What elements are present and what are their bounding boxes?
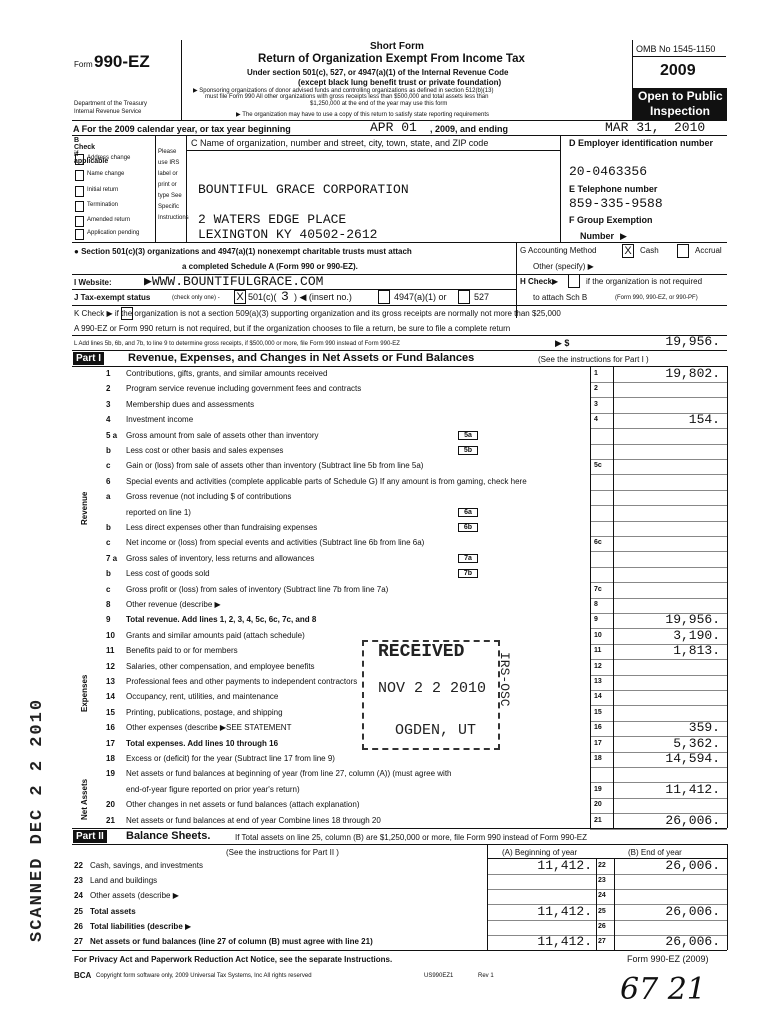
except-line: (except black lung benefit trust or private foundation) [298, 78, 502, 87]
part2-see: (See the instructions for Part II ) [226, 848, 339, 857]
part1-line-number: 16 [106, 723, 115, 732]
part2-line-code: 25 [598, 908, 606, 915]
part1-line-number: 3 [106, 400, 111, 409]
sponsoring-line1: ▶ Sponsoring organizations of donor advised funds and controlling organizations as defined in section 512(b)(13) [193, 88, 494, 94]
part1-line-text: Special events and activities (complete applicable parts of Schedule G) If any amount is from gaming, check here [126, 477, 527, 486]
footer-form-year: Form 990-EZ (2009) [627, 954, 709, 964]
part1-line-number: b [106, 523, 111, 532]
line-a-begin[interactable]: APR 01 [370, 120, 417, 135]
part1-line-code: 5c [594, 462, 602, 469]
part2-col-b: (B) End of year [628, 848, 682, 857]
b-checkbox[interactable] [75, 216, 84, 227]
f-label-number: Number [580, 231, 615, 241]
part1-line-code: 2 [594, 385, 598, 392]
part2-line-text: Total assets [90, 907, 136, 916]
part2-col-a-value[interactable]: 11,412. [537, 904, 592, 919]
part1-line-number: 13 [106, 677, 115, 686]
part1-line-code: 8 [594, 601, 598, 608]
k-checkbox[interactable] [121, 307, 133, 320]
part1-line-amount[interactable]: 1,813. [673, 643, 720, 658]
org-name[interactable]: BOUNTIFUL GRACE CORPORATION [198, 182, 409, 197]
part1-line-code: 21 [594, 817, 602, 824]
part1-line-amount[interactable]: 154. [688, 412, 720, 427]
b-checkbox[interactable] [75, 201, 84, 212]
part1-line-text: Occupancy, rent, utilities, and maintenance [126, 692, 279, 701]
part1-line-amount[interactable]: 19,956. [665, 612, 720, 627]
part1-line-number: a [106, 492, 111, 501]
part1-sub-cell: 7b [458, 569, 478, 578]
b-checkbox[interactable] [75, 186, 84, 197]
cash-label: Cash [640, 246, 659, 255]
e-label: E Telephone number [569, 184, 658, 194]
part1-line-text: reported on line 1) [126, 508, 191, 517]
part2-col-a-value[interactable]: 11,412. [537, 858, 592, 873]
side-revenue: Revenue [80, 491, 89, 525]
part1-tag: Part I [73, 352, 104, 365]
line-l-value[interactable]: 19,956. [665, 334, 720, 349]
line-k: K Check ▶ if the organization is not a section 509(a)(3) supporting organization and its gross receipts are normally not more than $25,000 [74, 309, 561, 318]
form-title: Return of Organization Exempt From Income Tax [258, 53, 525, 65]
received-stamp-ogden: OGDEN, UT [395, 722, 477, 739]
part1-line-text: Other revenue (describe ▶ [126, 600, 221, 609]
scanned-stamp: SCANNED DEC 2 2 2010 [28, 697, 47, 942]
part1-line-text: Professional fees and other payments to independent contractors [126, 677, 358, 686]
part2-line-code: 27 [598, 938, 606, 945]
j-label: J Tax-exempt status [74, 293, 151, 302]
part2-line-code: 23 [598, 877, 606, 884]
part1-line-amount[interactable]: 359. [688, 720, 720, 735]
part1-line-text: Net income or (loss) from special events and activities (Subtract line 6b from line 6a) [126, 538, 425, 547]
j-opt1b: ) ◀ (insert no.) [294, 292, 352, 302]
part1-line-text: Other changes in net assets or fund balances (attach explanation) [126, 800, 360, 809]
part1-line-number: 18 [106, 754, 115, 763]
part1-line-code: 20 [594, 801, 602, 808]
part1-line-text: Salaries, other compensation, and employee benefits [126, 662, 315, 671]
open-to-public: Open to Public [638, 89, 723, 103]
part1-line-text: Less cost or other basis and sales expenses [126, 446, 284, 455]
check-if-applicable: B Check if applicable [74, 137, 109, 165]
part1-line-number: c [106, 461, 111, 470]
part1-line-code: 15 [594, 709, 602, 716]
part1-line-text: Excess or (deficit) for the year (Subtract line 17 from line 9) [126, 754, 335, 763]
part1-line-number: 6 [106, 477, 111, 486]
part1-line-text: Gross amount from sale of assets other than inventory [126, 431, 319, 440]
c-label: C Name of organization, number and street, city, town, state, and ZIP code [191, 138, 489, 148]
dept-line2: Internal Revenue Service [74, 109, 142, 115]
part1-title: Revenue, Expenses, and Changes in Net Assets or Fund Balances [128, 352, 475, 364]
j-527-checkbox[interactable] [458, 290, 470, 304]
part1-line-text: Less cost of goods sold [126, 569, 210, 578]
part1-line-number: 9 [106, 615, 111, 624]
part1-line-number: 11 [106, 646, 115, 655]
part1-line-number: 17 [106, 739, 115, 748]
part1-line-text: Printing, publications, postage, and shipping [126, 708, 283, 717]
part1-line-number: 12 [106, 662, 115, 671]
j-small: (check only one) - [172, 295, 220, 301]
line-l-arrow: ▶ $ [555, 338, 570, 348]
b-checkbox-label: Address change [87, 155, 131, 161]
handwritten-number: 67 21 [620, 972, 706, 1007]
part2-title: Balance Sheets. [126, 830, 211, 842]
sec501-text1: ● Section 501(c)(3) organizations and 4947(a)(1) nonexempt charitable trusts must attach [74, 247, 412, 256]
part1-line-number: b [106, 569, 111, 578]
part1-line-text: Other expenses (describe ▶SEE STATEMENT [126, 723, 292, 732]
b-checkbox-label: Termination [87, 202, 119, 208]
g-label: G Accounting Method [520, 246, 597, 255]
j-opt3: 527 [474, 292, 490, 302]
part1-line-number: b [106, 446, 111, 455]
part2-line-number: 23 [74, 876, 83, 885]
short-form: Short Form [370, 41, 424, 52]
part1-line-text: Net assets or fund balances at beginning of year (from line 27, column (A)) (must agree with [126, 769, 452, 778]
part2-line-text: Total liabilities (describe ▶ [90, 922, 192, 931]
part1-line-number: 8 [106, 600, 111, 609]
part2-line-number: 25 [74, 907, 83, 916]
footer-code: US990EZ1 [424, 973, 454, 979]
ein-value[interactable]: 20-0463356 [569, 164, 648, 179]
part2-line-code: 24 [598, 892, 606, 899]
part1-line-number: 14 [106, 692, 115, 701]
part2-col-a-value[interactable]: 11,412. [537, 934, 592, 949]
part1-line-text: Less direct expenses other than fundraising expenses [126, 523, 318, 532]
side-expenses: Expenses [80, 674, 89, 712]
part1-line-number: 5 a [106, 431, 118, 440]
j-opt2: 4947(a)(1) or [394, 292, 447, 302]
part1-line-number: 10 [106, 631, 115, 640]
part1-line-text: Total expenses. Add lines 10 through 16 [126, 739, 279, 748]
website-value[interactable]: ▶WWW.BOUNTIFULGRACE.COM [144, 274, 324, 289]
dept-line1: Department of the Treasury [74, 101, 148, 107]
b-checkbox-label: Amended return [87, 217, 131, 223]
part1-line-number: 15 [106, 708, 115, 717]
inspection: Inspection [650, 104, 711, 118]
line-k2: A 990-EZ or Form 990 return is not required, but if the organization chooses to file a return, be sure to file a complete return [74, 324, 511, 333]
footer-bca: BCA [74, 971, 92, 980]
part1-line-text: Program service revenue including government fees and contracts [126, 384, 362, 393]
part1-line-amount[interactable]: 14,594. [665, 751, 720, 766]
part1-line-code: 19 [594, 786, 602, 793]
b-checkbox[interactable] [75, 170, 84, 181]
d-label: D Employer identification number [569, 138, 714, 148]
part1-line-number: 20 [106, 800, 115, 809]
part1-instr: (See the instructions for Part I ) [538, 355, 649, 364]
org-city[interactable]: LEXINGTON KY 40502-2612 [198, 227, 378, 242]
line-a-label: A For the 2009 calendar year, or tax year beginning [73, 124, 291, 134]
footer-rev: Rev 1 [478, 973, 494, 979]
received-stamp-text: RECEIVED [378, 642, 465, 662]
f-arrow: ▶ [620, 231, 627, 241]
part2-line-number: 27 [74, 937, 83, 946]
part1-line-code: 11 [594, 647, 602, 654]
part1-sub-cell: 5b [458, 446, 478, 455]
j-501c-checkbox[interactable]: X [234, 290, 246, 304]
part1-sub-cell: 5a [458, 431, 478, 440]
part2-line-text: Net assets or fund balances (line 27 of column (B) must agree with line 21) [90, 937, 373, 946]
f-label: F Group Exemption [569, 215, 653, 225]
part1-line-text: end-of-year figure reported on prior year's return) [126, 785, 300, 794]
part2-col-a: (A) Beginning of year [502, 848, 578, 857]
part1-line-code: 3 [594, 401, 598, 408]
part1-line-code: 4 [594, 416, 598, 423]
footer-copyright: Copyright form software only, 2009 Universal Tax Systems, Inc All rights reserved [96, 973, 312, 979]
part1-line-code: 18 [594, 755, 602, 762]
b-checkbox-label: Name change [87, 171, 125, 177]
j-num[interactable]: 3 [281, 289, 289, 304]
accrual-label: Accrual [695, 246, 722, 255]
part2-line-code: 22 [598, 862, 606, 869]
part1-line-amount[interactable]: 5,362. [673, 736, 720, 751]
part1-line-amount[interactable]: 19,802. [665, 366, 720, 381]
part1-line-number: 4 [106, 415, 111, 424]
part1-line-code: 12 [594, 663, 602, 670]
accrual-checkbox[interactable] [677, 244, 689, 258]
tax-year: 2009 [660, 62, 696, 79]
part2-line-number: 22 [74, 861, 83, 870]
h-text4: (Form 990, 990-EZ, or 990-PF) [615, 295, 698, 301]
part1-line-code: 6c [594, 539, 602, 546]
form-number: 990-EZ [94, 52, 150, 71]
part1-line-text: Investment income [126, 415, 194, 424]
part1-line-code: 9 [594, 616, 598, 623]
part1-line-number: c [106, 538, 111, 547]
part1-line-code: 13 [594, 678, 602, 685]
sponsoring-line2: must file Form 990 All other organizations with gross receipts less than $500,000 and total assets less than [205, 94, 489, 100]
part2-line-number: 24 [74, 891, 83, 900]
part1-line-code: 17 [594, 740, 602, 747]
h-text2: if the organization is not required [586, 277, 703, 286]
part1-line-text: Benefits paid to or for members [126, 646, 238, 655]
sec501-text2: a completed Schedule A (Form 990 or 990-EZ). [182, 262, 358, 271]
part1-line-text: Gain or (loss) from sale of assets other than inventory (Subtract line 5b from line 5a) [126, 461, 424, 470]
line-a-mid: , 2009, and ending [430, 124, 509, 134]
part1-line-text: Membership dues and assessments [126, 400, 255, 409]
part1-line-number: 21 [106, 816, 115, 825]
part1-line-text: Gross sales of inventory, less returns and allowances [126, 554, 315, 563]
j-4947-checkbox[interactable] [378, 290, 390, 304]
line-a-end[interactable]: MAR 31, [605, 120, 660, 135]
part2-note: If Total assets on line 25, column (B) are $1,250,000 or more, file Form 990 instead of Form 990-EZ [235, 833, 588, 842]
part1-line-text: Gross revenue (not including $ of contributions [126, 492, 292, 501]
part1-line-text: Total revenue. Add lines 1, 2, 3, 4, 5c, 6c, 7c, and 8 [126, 615, 317, 624]
part1-line-text: Grants and similar amounts paid (attach schedule) [126, 631, 305, 640]
part2-line-code: 26 [598, 923, 606, 930]
footer-privacy: For Privacy Act and Paperwork Reduction Act Notice, see the separate Instructions. [74, 955, 393, 964]
use-irs-label: Please use IRS label or print or type See Specific Instructions [158, 149, 189, 221]
part1-line-amount[interactable]: 26,006. [665, 813, 720, 828]
other-specify: Other (specify) ▶ [533, 262, 594, 271]
j-opt1: 501(c)( [248, 292, 277, 302]
part2-line-number: 26 [74, 922, 83, 931]
part1-line-code: 7c [594, 586, 602, 593]
part1-line-number: 2 [106, 384, 111, 393]
h-text3: to attach Sch B [533, 293, 588, 302]
phone-value[interactable]: 859-335-9588 [569, 196, 663, 211]
b-checkbox[interactable] [75, 229, 84, 240]
part1-line-code: 10 [594, 632, 602, 639]
part1-line-code: 1 [594, 370, 598, 377]
b-checkbox[interactable] [75, 154, 84, 165]
part1-line-number: c [106, 585, 111, 594]
received-stamp-date: NOV 2 2 2010 [378, 680, 487, 697]
part1-line-text: Net assets or fund balances at end of year Combine lines 18 through 20 [126, 816, 381, 825]
b-checkbox-label: Application pending [87, 230, 140, 236]
cash-checkbox[interactable]: X [622, 244, 634, 258]
org-street[interactable]: 2 WATERS EDGE PLACE [198, 212, 347, 227]
part1-sub-cell: 6b [458, 523, 478, 532]
under-section: Under section 501(c), 527, or 4947(a)(1) of the Internal Revenue Code [247, 68, 509, 77]
part1-sub-cell: 6a [458, 508, 478, 517]
part1-line-amount[interactable]: 3,190. [673, 628, 720, 643]
h-check: H Check▶ [520, 277, 559, 286]
part2-line-text: Other assets (describe ▶ [90, 891, 179, 900]
part1-line-text: Contributions, gifts, grants, and similar amounts received [126, 369, 328, 378]
omb-number: OMB No 1545-1150 [636, 44, 716, 54]
part2-col-b-value[interactable]: 26,006. [665, 934, 720, 949]
line-l: L Add lines 5b, 6b, and 7b, to line 9 to determine gross receipts, if $500,000 or more, file Form 990 instead of Form 990-EZ [74, 341, 400, 347]
part1-line-amount[interactable]: 11,412. [665, 782, 720, 797]
part2-line-text: Cash, savings, and investments [90, 861, 203, 870]
part1-line-code: 16 [594, 724, 602, 731]
form-label: Form [74, 60, 93, 69]
part1-line-number: 1 [106, 369, 111, 378]
b-checkbox-label: Initial return [87, 187, 119, 193]
copy-note: ▶ The organization may have to use a copy of this return to satisfy state reporting requirements [236, 112, 489, 118]
line-a-end-year[interactable]: 2010 [674, 120, 706, 135]
h-checkbox[interactable] [568, 274, 580, 288]
received-stamp-irs: IRS-OSC [497, 652, 512, 707]
part2-col-b-value[interactable]: 26,006. [665, 858, 720, 873]
part2-col-b-value[interactable]: 26,006. [665, 904, 720, 919]
part1-line-number: 7 a [106, 554, 118, 563]
sponsoring-line3: $1,250,000 at the end of the year may use this form [310, 101, 448, 107]
website-label: I Website: [74, 278, 112, 287]
part2-tag: Part II [73, 830, 107, 843]
part1-line-text: Gross profit or (loss) from sales of inventory (Subtract line 7b from line 7a) [126, 585, 389, 594]
side-net-assets: Net Assets [80, 778, 89, 820]
part2-line-text: Land and buildings [90, 876, 158, 885]
part1-sub-cell: 7a [458, 554, 478, 563]
part1-line-number: 19 [106, 769, 115, 778]
part1-line-code: 14 [594, 693, 602, 700]
